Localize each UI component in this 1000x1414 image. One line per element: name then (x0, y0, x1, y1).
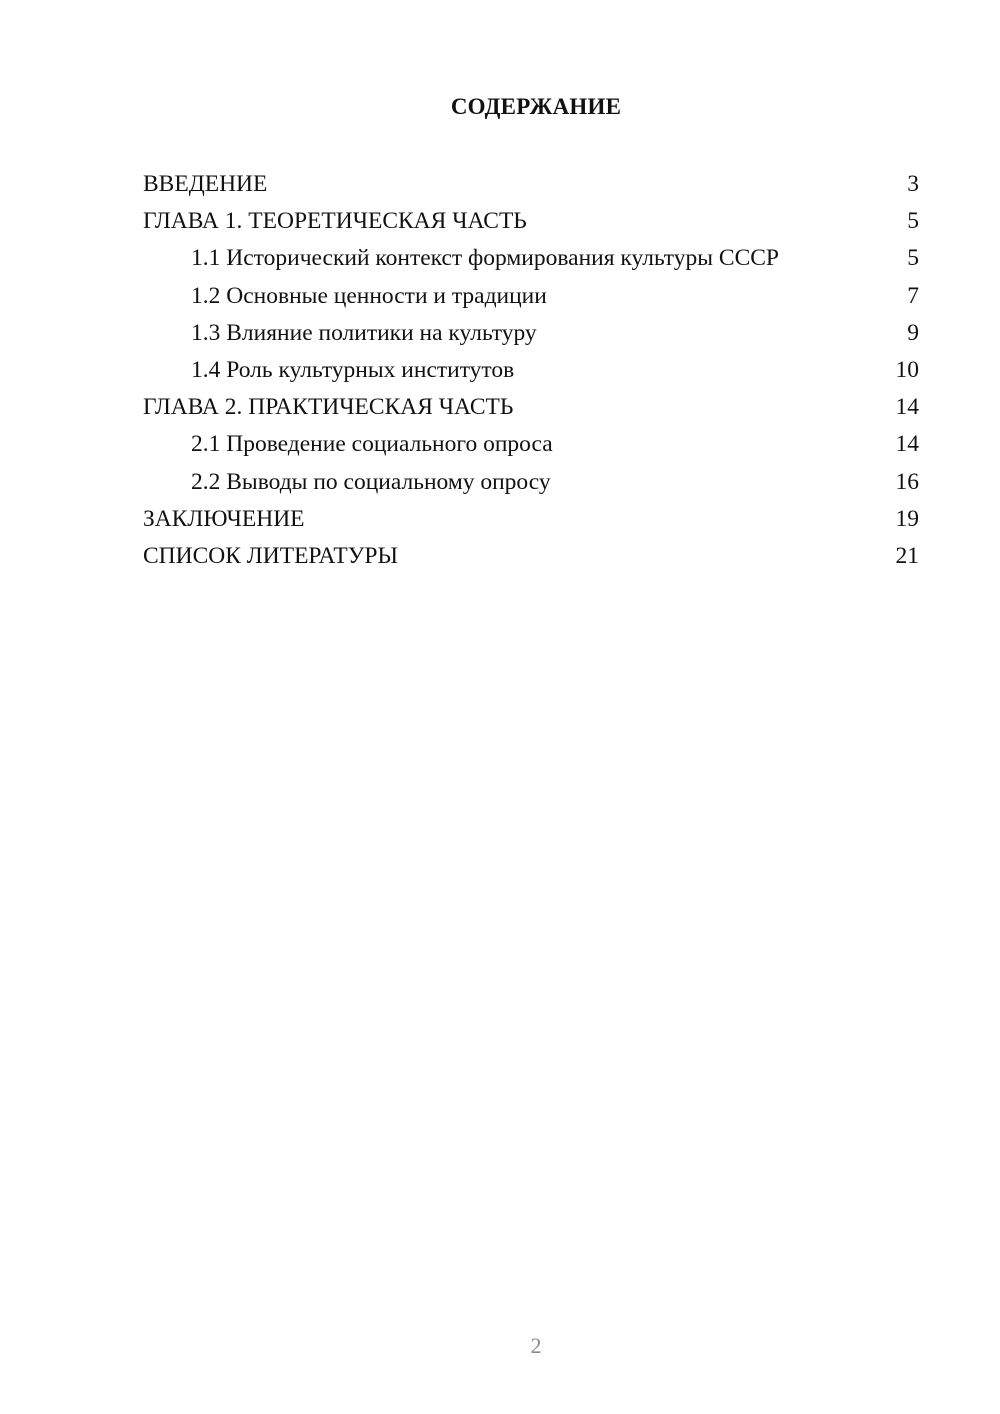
toc-entry-references (143, 538, 919, 575)
toc-entry-page: 7 (907, 282, 919, 309)
toc-entry-section-1-2 (143, 278, 919, 315)
toc-entry-chapter-2 (143, 389, 919, 426)
toc-entry-introduction (143, 166, 919, 203)
toc-entry-label: 1.2 Основные ценности и традиции (191, 282, 547, 309)
page-title: СОДЕРЖАНИЕ (450, 94, 622, 119)
toc-entry-section-1-4 (143, 352, 919, 389)
toc-entry-label: ЗАКЛЮЧЕНИЕ (143, 505, 305, 532)
toc-entry-page: 19 (895, 505, 919, 532)
toc-entry-section-1-3 (143, 315, 919, 352)
toc-entry-page: 16 (895, 468, 919, 495)
table-of-contents (143, 166, 919, 575)
toc-entry-section-2-2 (143, 464, 919, 501)
toc-entry-conclusion (143, 501, 919, 538)
toc-entry-section-2-1 (143, 426, 919, 463)
toc-entry-label: ГЛАВА 1. ТЕОРЕТИЧЕСКАЯ ЧАСТЬ (143, 208, 527, 235)
toc-entry-page: 9 (907, 319, 919, 346)
toc-entry-page: 10 (895, 356, 919, 383)
toc-entry-label: ГЛАВА 2. ПРАКТИЧЕСКАЯ ЧАСТЬ (143, 394, 514, 421)
toc-entry-page: 3 (907, 171, 919, 197)
page-number: 2 (530, 1333, 542, 1358)
toc-entry-chapter-1 (143, 203, 919, 240)
toc-entry-page: 14 (895, 431, 919, 458)
toc-entry-label: 1.3 Влияние политики на культуру (191, 319, 537, 346)
toc-entry-section-1-1 (143, 240, 919, 277)
toc-entry-label: СПИСОК ЛИТЕРАТУРЫ (143, 542, 398, 569)
toc-entry-label: 1.4 Роль культурных институтов (191, 356, 515, 383)
toc-entry-label: ВВЕДЕНИЕ (143, 171, 268, 197)
toc-entry-page: 5 (907, 245, 919, 272)
toc-entry-label: 2.1 Проведение социального опроса (191, 431, 553, 458)
toc-entry-label: 1.1 Исторический контекст формирования культуры СССР (191, 245, 779, 272)
toc-entry-page: 21 (895, 542, 919, 569)
toc-entry-label: 2.2 Выводы по социальному опросу (191, 468, 551, 495)
toc-entry-page: 14 (895, 394, 919, 421)
toc-entry-page: 5 (907, 208, 919, 235)
